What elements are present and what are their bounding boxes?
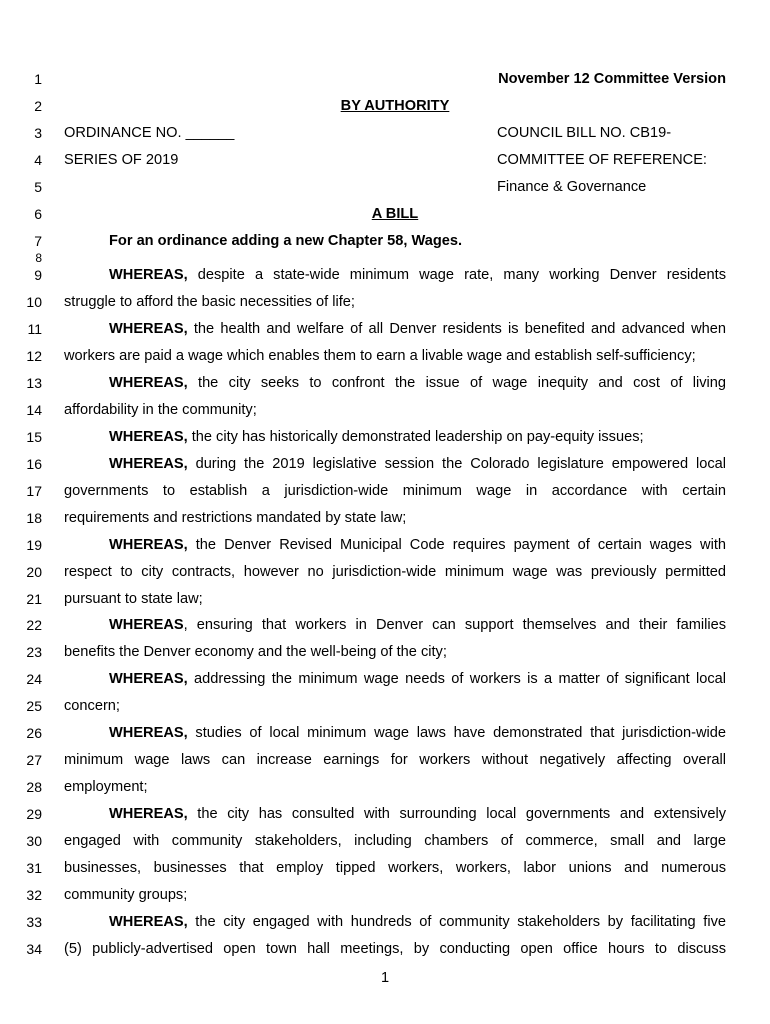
- line-number: 19: [26, 537, 42, 553]
- line-number: 23: [26, 644, 42, 660]
- line-number: 11: [27, 321, 42, 337]
- line-number: 16: [26, 456, 42, 472]
- body-line: engaged with community stakeholders, including chambers of commerce, small and large: [64, 833, 726, 849]
- body-line: employment;: [64, 779, 148, 795]
- line-number: 32: [26, 887, 42, 903]
- line-number: 7: [34, 233, 42, 249]
- line-number: 24: [26, 671, 42, 687]
- line-number: 21: [26, 591, 42, 607]
- line-number: 34: [26, 941, 42, 957]
- whereas-clause: WHEREAS, studies of local minimum wage laws have demonstrated that jurisdiction-wide: [109, 725, 726, 741]
- line-number: 27: [26, 752, 42, 768]
- committee-name: Finance & Governance: [497, 179, 647, 195]
- line-number: 6: [34, 206, 42, 222]
- series-label: SERIES OF 2019: [64, 152, 179, 168]
- whereas-clause: WHEREAS, the Denver Revised Municipal Code requires payment of certain wages with: [109, 537, 726, 553]
- line-number: 29: [26, 806, 42, 822]
- line-number: 28: [26, 779, 42, 795]
- whereas-clause: WHEREAS, the city seeks to confront the issue of wage inequity and cost of living: [109, 375, 727, 391]
- line-number: 8: [35, 251, 42, 265]
- line-number: 18: [26, 510, 42, 526]
- body-line: workers are paid a wage which enables them to earn a livable wage and establish self-sufficiency;: [64, 348, 696, 364]
- body-line: (5) publicly-advertised open town hall meetings, by conducting open office hours to discuss: [64, 941, 726, 957]
- body-line: minimum wage laws can increase earnings for workers without negatively affecting overall: [64, 752, 726, 768]
- committee-reference-label: COMMITTEE OF REFERENCE:: [497, 152, 707, 168]
- line-number: 12: [26, 348, 42, 364]
- whereas-clause: WHEREAS, despite a state-wide minimum wage rate, many working Denver residents: [109, 267, 726, 283]
- bill-heading: A BILL: [371, 206, 419, 222]
- council-bill-number: COUNCIL BILL NO. CB19-: [497, 125, 672, 141]
- line-number: 14: [26, 402, 42, 418]
- whereas-clause: WHEREAS, ensuring that workers in Denver can support themselves and their families: [109, 617, 726, 633]
- line-number: 33: [26, 914, 42, 930]
- body-line: businesses, businesses that employ tipped workers, workers, labor unions and numerous: [64, 860, 726, 876]
- whereas-clause: WHEREAS, the city engaged with hundreds of community stakeholders by facilitating five: [109, 914, 726, 930]
- line-number: 22: [26, 617, 42, 633]
- body-line: concern;: [64, 698, 120, 714]
- line-number: 31: [26, 860, 42, 876]
- body-line: pursuant to state law;: [64, 591, 203, 607]
- whereas-clause: WHEREAS, addressing the minimum wage needs of workers is a matter of significant local: [109, 671, 726, 687]
- line-number: 13: [26, 375, 42, 391]
- line-number: 3: [34, 125, 42, 141]
- version-label: November 12 Committee Version: [498, 71, 726, 87]
- whereas-clause: WHEREAS, during the 2019 legislative session the Colorado legislature empowered local: [109, 456, 726, 472]
- whereas-clause: WHEREAS, the health and welfare of all Denver residents is benefited and advanced when: [109, 321, 726, 337]
- line-number: 30: [26, 833, 42, 849]
- whereas-clause: WHEREAS, the city has historically demonstrated leadership on pay-equity issues;: [109, 429, 644, 445]
- line-number: 9: [34, 267, 42, 283]
- line-number: 26: [26, 725, 42, 741]
- line-number: 25: [26, 698, 42, 714]
- body-line: affordability in the community;: [64, 402, 257, 418]
- line-number: 10: [26, 294, 42, 310]
- line-number: 1: [34, 71, 42, 87]
- line-number: 2: [34, 98, 42, 114]
- ordinance-number: ORDINANCE NO. ______: [64, 125, 235, 141]
- line-number: 15: [26, 429, 42, 445]
- body-line: requirements and restrictions mandated by state law;: [64, 510, 407, 526]
- line-number: 5: [34, 179, 42, 195]
- line-number: 20: [26, 564, 42, 580]
- body-line: struggle to afford the basic necessities of life;: [64, 294, 355, 310]
- line-number: 17: [26, 483, 42, 499]
- bill-intro: For an ordinance adding a new Chapter 58, Wages.: [109, 233, 463, 249]
- body-line: benefits the Denver economy and the well-being of the city;: [64, 644, 447, 660]
- line-number: 4: [34, 152, 42, 168]
- body-line: respect to city contracts, however no jurisdiction-wide minimum wage was previously permitted: [64, 564, 726, 580]
- body-line: community groups;: [64, 887, 188, 903]
- authority-heading: BY AUTHORITY: [340, 98, 450, 114]
- page-number: 1: [380, 970, 390, 986]
- body-line: governments to establish a jurisdiction-wide minimum wage in accordance with certain: [64, 483, 726, 499]
- whereas-clause: WHEREAS, the city has consulted with surrounding local governments and extensively: [109, 806, 726, 822]
